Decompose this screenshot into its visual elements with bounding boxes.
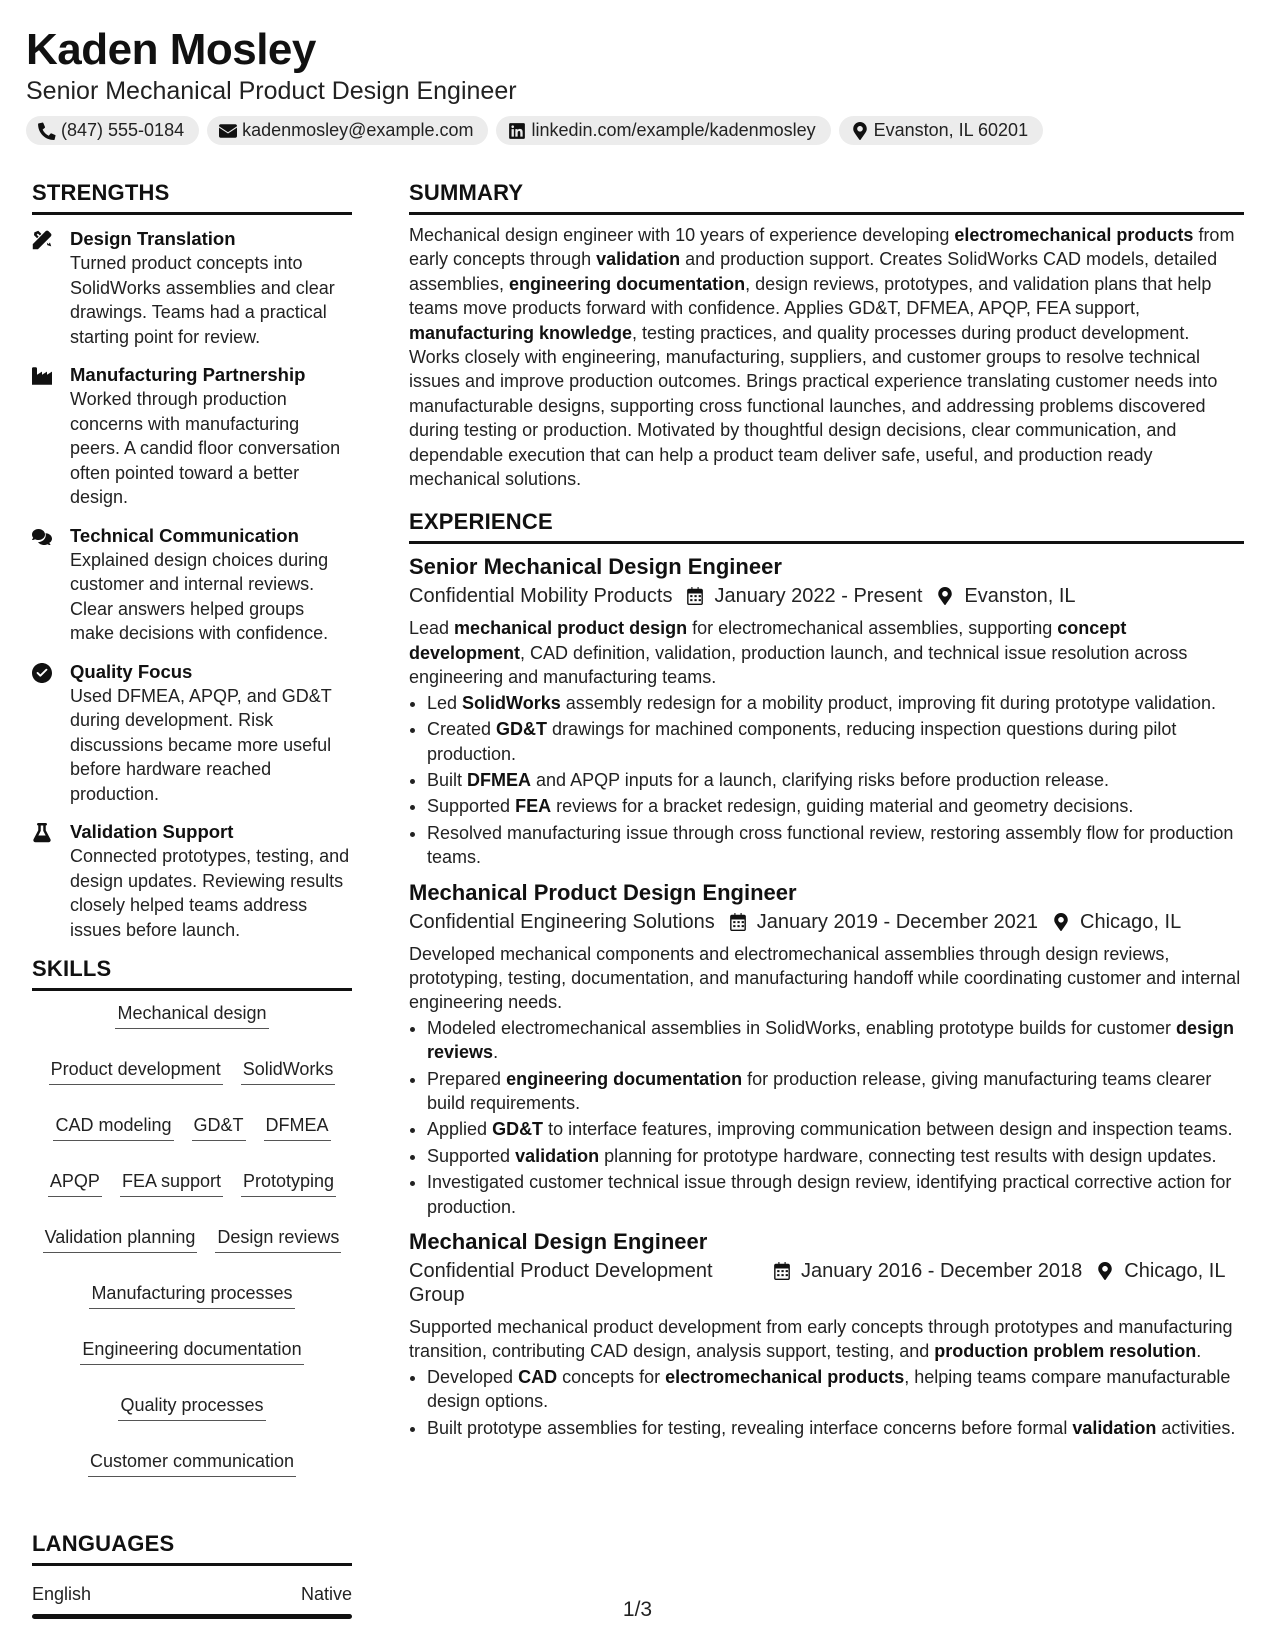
job-company: Confidential Engineering Solutions xyxy=(409,910,715,933)
strength-item xyxy=(32,524,352,646)
job-location: Chicago, IL xyxy=(1080,910,1182,933)
strength-description: Used DFMEA, APQP, and GD&T during development. Risk discussions became more useful before hardware reached production. xyxy=(70,685,332,804)
contact-email[interactable] xyxy=(207,116,488,145)
calendar-icon xyxy=(773,1262,791,1280)
strength-title: Technical Communication xyxy=(70,524,299,546)
skill-tag: Product development xyxy=(49,1057,223,1085)
job-location: Evanston, IL xyxy=(964,585,1076,608)
skills-list xyxy=(32,1001,352,1491)
job-description: Supported mechanical product development from early concepts through prototypes and manufacturing transition, contributing CAD design, analysis support, testing, and production problem resolution. xyxy=(409,1317,1233,1362)
page-number: 1/3 xyxy=(622,1598,653,1621)
jobs-list xyxy=(409,552,1244,1440)
skills-heading: SKILLS xyxy=(32,956,352,991)
language-level: Native xyxy=(300,1584,352,1604)
job-bullet: • Created GD&T drawings for machined components, reducing inspection questions during pilot production. xyxy=(427,717,1244,766)
left-column xyxy=(32,180,352,1619)
strength-title: Design Translation xyxy=(70,228,236,249)
candidate-title: Senior Mechanical Product Design Engineer xyxy=(26,77,517,105)
job-title: Senior Mechanical Design Engineer xyxy=(409,554,782,580)
strengths-heading: STRENGTHS xyxy=(32,180,352,215)
skill-tag: Manufacturing processes xyxy=(89,1281,294,1309)
skill-tag: Design reviews xyxy=(215,1225,341,1253)
skill-tag: Validation planning xyxy=(43,1225,198,1253)
calendar-icon xyxy=(729,913,747,931)
skill-tag: Prototyping xyxy=(241,1169,336,1197)
contact-linkedin[interactable] xyxy=(496,116,830,145)
resume-header xyxy=(26,24,1246,145)
job-bullets xyxy=(409,1365,1244,1440)
job-entry xyxy=(409,878,1244,1219)
contact-location[interactable] xyxy=(839,116,1043,145)
job-entry xyxy=(409,1227,1244,1440)
experience-heading: EXPERIENCE xyxy=(409,509,1244,544)
job-dates: January 2016 - December 2018 xyxy=(801,1260,1083,1282)
email-text: kadenmosley@example.com xyxy=(242,120,474,140)
job-bullet: • Developed CAD concepts for electromechanical products, helping teams compare manufacturable design options. xyxy=(427,1365,1244,1414)
job-meta xyxy=(409,910,1244,934)
job-dates: January 2019 - December 2021 xyxy=(756,910,1039,933)
phone-icon xyxy=(38,122,56,140)
strength-title: Manufacturing Partnership xyxy=(70,364,306,385)
strengths-section xyxy=(32,180,352,942)
linkedin-icon xyxy=(508,122,526,140)
contact-phone[interactable] xyxy=(26,116,199,145)
job-title: Mechanical Product Design Engineer xyxy=(409,879,797,905)
job-bullet: • Supported validation planning for prototype hardware, connecting test results with design updates. xyxy=(427,1144,1244,1168)
phone-text: (847) 555-0184 xyxy=(61,120,185,140)
calendar-icon xyxy=(686,587,704,605)
linkedin-text: linkedin.com/example/kadenmosley xyxy=(531,120,816,140)
job-description: Developed mechanical components and electromechanical assemblies through design reviews, prototyping, testing, documentation, and manufacturing handoff while coordinating customer and internal engineering needs. xyxy=(409,943,1241,1013)
candidate-name: Kaden Mosley xyxy=(26,25,316,74)
summary-section xyxy=(409,180,1244,491)
job-location: Chicago, IL xyxy=(1124,1260,1226,1282)
strength-item xyxy=(32,820,352,942)
experience-section xyxy=(409,509,1244,1440)
skills-section xyxy=(32,956,352,1491)
job-bullet: • Investigated customer technical issue through design review, identifying practical corrective action for production. xyxy=(427,1170,1244,1219)
job-bullets xyxy=(409,691,1244,870)
job-title: Mechanical Design Engineer xyxy=(409,1229,708,1254)
skill-tag: DFMEA xyxy=(264,1113,331,1141)
strength-description: Explained design choices during customer and internal reviews. Clear answers helped groups make decisions with confidence. xyxy=(70,549,329,643)
summary-heading: SUMMARY xyxy=(409,180,1244,215)
location-pin-icon xyxy=(1052,913,1070,931)
strength-title: Quality Focus xyxy=(70,660,193,682)
language-name: English xyxy=(32,1584,92,1604)
job-company: Confidential Mobility Products xyxy=(409,585,673,608)
strengths-list xyxy=(32,227,352,942)
check-circle-icon xyxy=(32,663,52,683)
job-bullets xyxy=(409,1016,1244,1219)
job-meta xyxy=(409,584,1244,608)
job-entry xyxy=(409,552,1244,869)
job-bullet: • Resolved manufacturing issue through cross functional review, restoring assembly flow for production teams. xyxy=(427,821,1244,870)
skill-tag: FEA support xyxy=(120,1169,223,1197)
job-description: Lead mechanical product design for electromechanical assemblies, supporting concept development, CAD definition, validation, production launch, and technical issue resolution across engineering and manufacturing teams. xyxy=(409,618,1188,688)
job-bullet: • Led SolidWorks assembly redesign for a mobility product, improving fit during prototype validation. xyxy=(427,691,1244,715)
industry-icon xyxy=(32,366,52,386)
skill-tag: Customer communication xyxy=(88,1449,296,1477)
strength-item xyxy=(32,660,352,807)
location-pin-icon xyxy=(936,587,954,605)
strength-description: Turned product concepts into SolidWorks assemblies and clear drawings. Teams had a practical starting point for review. xyxy=(70,253,335,347)
job-meta xyxy=(409,1259,1244,1307)
skill-tag: Engineering documentation xyxy=(80,1337,303,1365)
summary-text: Mechanical design engineer with 10 years of experience developing electromechanical products from early concepts through validation and production support. Creates SolidWorks CAD models, detailed assemblies, engineering documentation, design reviews, prototypes, and validation plans that help teams move products forward with confidence. Applies GD&T, DFMEA, APQP, FEA support, manufacturing knowledge, testing practices, and quality processes during product development. Works closely with engineering, manufacturing, suppliers, and customer groups to resolve technical issues and improve production outcomes. Brings practical experience translating customer needs into manufacturable designs, supporting cross functional launches, and addressing problems discovered during testing or production. Motivated by thoughtful design decisions, clear communication, and dependable execution that can help a product team deliver safe, useful, and production ready mechanical solutions. xyxy=(409,225,1235,490)
strength-item xyxy=(32,227,352,349)
flask-icon xyxy=(32,823,52,843)
strength-description: Worked through production concerns with manufacturing peers. A candid floor conversation often pointed toward a better design. xyxy=(70,389,341,507)
skill-tag: CAD modeling xyxy=(53,1113,173,1141)
skill-tag: Mechanical design xyxy=(115,1001,268,1029)
skill-tag: SolidWorks xyxy=(241,1057,336,1085)
job-bullet: • Built DFMEA and APQP inputs for a launch, clarifying risks before production release. xyxy=(427,768,1244,792)
job-dates: January 2022 - Present xyxy=(714,585,923,608)
comments-icon xyxy=(32,527,52,547)
strength-title: Validation Support xyxy=(70,821,234,842)
strength-item xyxy=(32,363,352,510)
skill-tag: APQP xyxy=(48,1169,102,1197)
strength-description: Connected prototypes, testing, and design updates. Reviewing results closely helped teams address issues before launch. xyxy=(70,846,350,940)
location-pin-icon xyxy=(1096,1262,1114,1280)
languages-heading: LANGUAGES xyxy=(32,1531,352,1566)
job-bullet: • Supported FEA reviews for a bracket redesign, guiding material and geometry decisions. xyxy=(427,794,1244,818)
job-bullet: • Prepared engineering documentation for production release, giving manufacturing teams clearer build requirements. xyxy=(427,1067,1244,1116)
job-bullet: • Built prototype assemblies for testing, revealing interface concerns before formal validation activities. xyxy=(427,1416,1244,1440)
pencil-ruler-icon xyxy=(32,230,52,250)
envelope-icon xyxy=(219,122,237,140)
skill-tag: GD&T xyxy=(192,1113,246,1141)
right-column xyxy=(409,180,1244,1442)
skill-tag: Quality processes xyxy=(118,1393,265,1421)
job-bullet: • Modeled electromechanical assemblies in SolidWorks, enabling prototype builds for customer design reviews. xyxy=(427,1016,1244,1065)
contact-bar xyxy=(26,116,1246,145)
job-company: Confidential Product Development Group xyxy=(409,1260,713,1306)
location-text: Evanston, IL 60201 xyxy=(873,120,1029,140)
location-pin-icon xyxy=(851,122,869,140)
job-bullet: • Applied GD&T to interface features, improving communication between design and inspection teams. xyxy=(427,1117,1244,1141)
